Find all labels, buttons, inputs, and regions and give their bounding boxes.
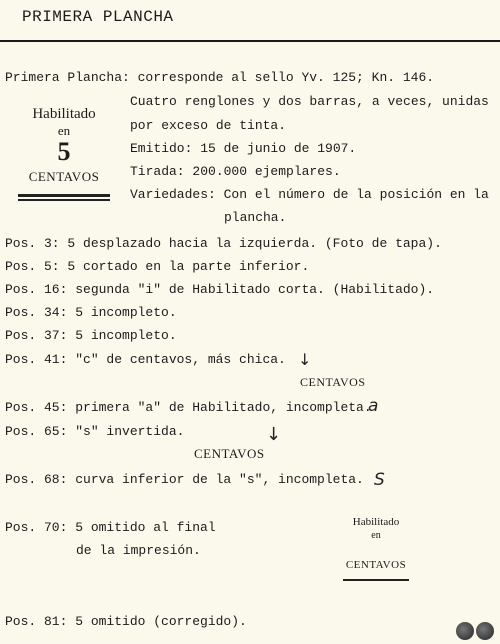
position-line-45: Pos. 45: primera "a" de Habilitado, incompleta. xyxy=(5,400,372,415)
position-line-16: Pos. 16: segunda "i" de Habilitado corta. (Habilitado). xyxy=(5,282,435,297)
intro-line: Primera Plancha: corresponde al sello Yv. 125; Kn. 146. xyxy=(5,70,435,85)
detail-line-6: plancha. xyxy=(224,210,287,225)
stamp-small-centavos: CENTAVOS xyxy=(345,559,407,571)
watermark-logo xyxy=(456,622,494,640)
stamp-small-habilitado: Habilitado xyxy=(352,516,400,528)
stamp-overprint-image xyxy=(14,106,114,201)
position-line-70-cont: de la impresión. xyxy=(76,543,201,558)
position-line-3: Pos. 3: 5 desplazado hacia la izquierda. (Foto de tapa). xyxy=(5,236,442,251)
detail-line-5: Variedades: Con el número de la posición en la xyxy=(130,187,489,202)
handwritten-s-mark: S xyxy=(374,470,385,490)
detail-line-2: por exceso de tinta. xyxy=(130,118,287,133)
stamp-bar-top xyxy=(18,194,110,197)
position-line-81: Pos. 81: 5 omitido (corregido). xyxy=(5,614,247,629)
stamp-text-habilitado: Habilitado xyxy=(32,106,96,122)
stamp-bar-bottom xyxy=(18,199,110,201)
watermark-dot xyxy=(456,622,474,640)
handwritten-a-mark: a xyxy=(368,396,379,416)
detail-line-3: Emitido: 15 de junio de 1907. xyxy=(130,141,357,156)
stamp-text-centavos: CENTAVOS xyxy=(28,169,100,184)
position-line-68: Pos. 68: curva inferior de la "s", incompleta. xyxy=(5,472,364,487)
stamp-text-en: en xyxy=(57,123,71,138)
position-line-5: Pos. 5: 5 cortado en la parte inferior. xyxy=(5,259,310,274)
arrow-down-icon: ↓ xyxy=(298,350,312,369)
page-title: PRIMERA PLANCHA xyxy=(22,8,174,26)
position-line-70: Pos. 70: 5 omitido al final xyxy=(5,520,216,535)
detail-line-4: Tirada: 200.000 ejemplares. xyxy=(130,164,341,179)
stamp-small-bar xyxy=(343,579,409,581)
position-line-41: Pos. 41: "c" de centavos, más chica. xyxy=(5,352,286,367)
arrow-down-icon: ↓ xyxy=(266,424,282,445)
page-header xyxy=(0,0,500,42)
variety-word-centavos-65: CENTAVOS xyxy=(194,446,265,461)
position-line-37: Pos. 37: 5 incompleto. xyxy=(5,328,177,343)
stamp-omitted-value-image xyxy=(340,516,412,581)
position-line-34: Pos. 34: 5 incompleto. xyxy=(5,305,177,320)
stamp-text-value: 5 xyxy=(57,137,71,166)
variety-word-centavos-41: CENTAVOS xyxy=(300,375,366,389)
watermark-dot xyxy=(476,622,494,640)
position-line-65: Pos. 65: "s" invertida. xyxy=(5,424,185,439)
detail-line-1: Cuatro renglones y dos barras, a veces, unidas xyxy=(130,94,489,109)
stamp-small-en: en xyxy=(371,530,381,541)
